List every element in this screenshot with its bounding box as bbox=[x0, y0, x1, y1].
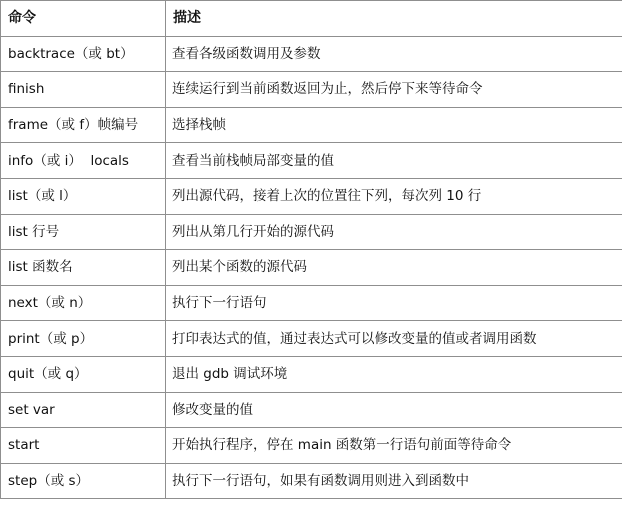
table-row bbox=[1, 36, 622, 72]
description-cell: 执行下一行语句，如果有函数调用则进入到函数中 bbox=[166, 463, 622, 499]
command-cell: list（或 l） bbox=[1, 178, 166, 214]
command-cell: print（或 p） bbox=[1, 321, 166, 357]
description-cell: 列出从第几行开始的源代码 bbox=[166, 214, 622, 250]
description-cell: 查看当前栈帧局部变量的值 bbox=[166, 143, 622, 179]
command-cell: quit（或 q） bbox=[1, 356, 166, 392]
header-description: 描述 bbox=[166, 1, 622, 37]
description-cell: 执行下一行语句 bbox=[166, 285, 622, 321]
table-row bbox=[1, 463, 622, 499]
description-cell: 开始执行程序，停在 main 函数第一行语句前面等待命令 bbox=[166, 428, 622, 464]
table-row bbox=[1, 214, 622, 250]
table-row bbox=[1, 107, 622, 143]
command-cell: finish bbox=[1, 72, 166, 108]
description-cell: 退出 gdb 调试环境 bbox=[166, 356, 622, 392]
description-cell: 连续运行到当前函数返回为止，然后停下来等待命令 bbox=[166, 72, 622, 108]
command-cell: next（或 n） bbox=[1, 285, 166, 321]
command-cell: step（或 s） bbox=[1, 463, 166, 499]
command-cell: info（或 i） locals bbox=[1, 143, 166, 179]
header-command: 命令 bbox=[1, 1, 166, 37]
table-row bbox=[1, 392, 622, 428]
command-cell: list 行号 bbox=[1, 214, 166, 250]
table-row bbox=[1, 356, 622, 392]
description-cell: 打印表达式的值，通过表达式可以修改变量的值或者调用函数 bbox=[166, 321, 622, 357]
table-row bbox=[1, 250, 622, 286]
table-row bbox=[1, 72, 622, 108]
table-row bbox=[1, 143, 622, 179]
description-cell: 列出源代码，接着上次的位置往下列，每次列 10 行 bbox=[166, 178, 622, 214]
description-cell: 列出某个函数的源代码 bbox=[166, 250, 622, 286]
command-cell: list 函数名 bbox=[1, 250, 166, 286]
table-row bbox=[1, 178, 622, 214]
table-row bbox=[1, 428, 622, 464]
command-cell: start bbox=[1, 428, 166, 464]
command-cell: set var bbox=[1, 392, 166, 428]
description-cell: 选择栈帧 bbox=[166, 107, 622, 143]
description-cell: 修改变量的值 bbox=[166, 392, 622, 428]
command-cell: frame（或 f）帧编号 bbox=[1, 107, 166, 143]
table-header-row bbox=[1, 1, 622, 37]
command-cell: backtrace（或 bt） bbox=[1, 36, 166, 72]
table-row bbox=[1, 285, 622, 321]
table-row bbox=[1, 321, 622, 357]
description-cell: 查看各级函数调用及参数 bbox=[166, 36, 622, 72]
